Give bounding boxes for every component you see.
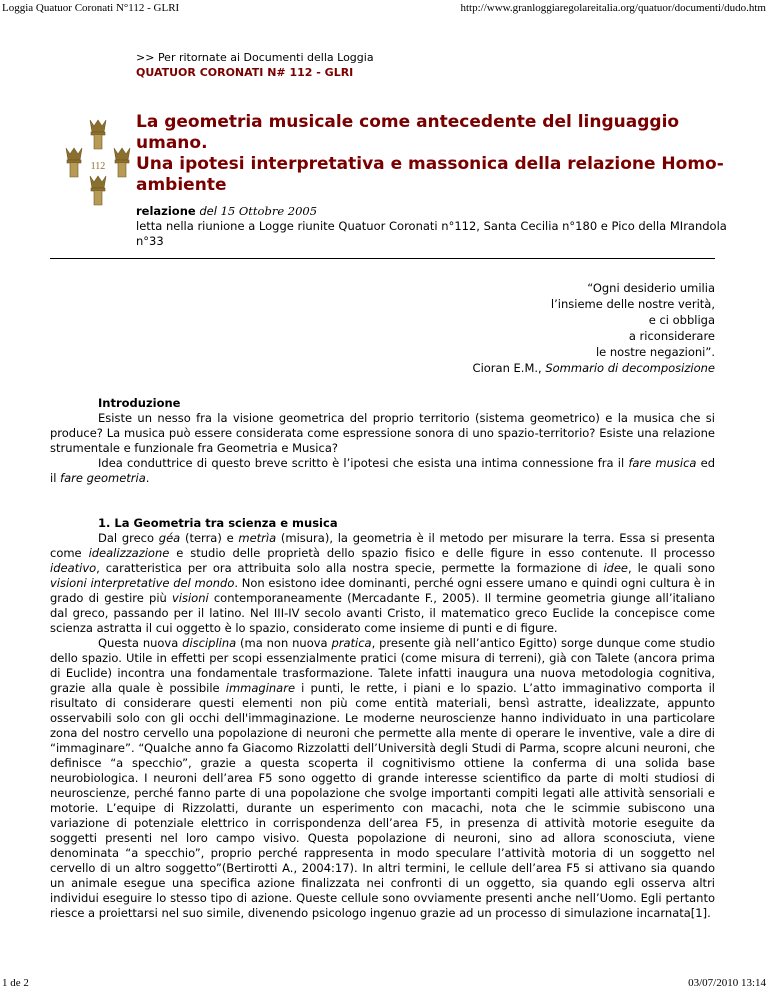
lodge-crowns-logo <box>60 112 136 212</box>
lecture-info <box>136 204 736 249</box>
section-1-paragraph-1 <box>50 531 715 636</box>
article-body <box>50 396 715 921</box>
emphasis-text: idee <box>603 561 629 575</box>
emphasis-text: metrìa <box>238 531 277 545</box>
print-footer-datetime: 03/07/2010 13:14 <box>688 977 766 989</box>
horizontal-divider <box>50 258 715 259</box>
print-header-title: Loggia Quatuor Coronati N°112 - GLRI <box>2 2 180 14</box>
print-footer <box>0 975 768 993</box>
intro-p2-emph: fare musica <box>628 456 697 470</box>
back-link-text[interactable]: Per ritornate ai Documenti della Loggia <box>157 51 374 64</box>
emphasis-text: géa <box>158 531 181 545</box>
emphasis-text: immaginare <box>225 681 296 695</box>
relazione-venue: letta nella riunione a Logge riunite Quatuor Coronati n°112, Santa Cecilia n°180 e Pico della MIrandola n°33 <box>136 219 727 248</box>
body-text: , considerato come insieme di punti e di figure. <box>285 621 558 635</box>
body-text: (misura), la geometria è il metodo per misurare la terra. Essa si presenta come <box>50 531 715 560</box>
crown-icon <box>90 120 106 149</box>
intro-paragraph-1: Esiste un nesso fra la visione geometrica del proprio territorio (sistema geometrico) e la musica che si produce? La musica può essere considerata come espressione sonora di uno spazio-territorio? Esiste una relazione strumentale e funzionale fra Geometria e Musica? <box>50 411 715 455</box>
logo-number: 112 <box>90 161 106 172</box>
body-text: e studio delle proprietà dello spazio fisico e delle figure in esso contenute. Il processo <box>169 546 715 560</box>
print-header-url: http://www.granloggiaregolareitalia.org/quatuor/documenti/dudo.htm <box>460 2 766 14</box>
emphasis-text: idealizzazione <box>88 546 170 560</box>
body-text: (ma non nuova <box>236 636 332 650</box>
quote-line: le nostre negazioni”. <box>595 345 715 359</box>
body-text: , le quali sono <box>628 561 715 575</box>
epigraph-quote <box>315 280 715 376</box>
print-header <box>0 0 768 18</box>
quote-author: Cioran E.M., <box>472 361 546 375</box>
relazione-date: 15 Ottobre 2005 <box>220 204 318 218</box>
relazione-del: del <box>199 204 217 218</box>
body-text: Dal greco <box>98 531 159 545</box>
back-to-documents-link[interactable] <box>136 51 374 64</box>
relazione-label: relazione <box>136 204 196 218</box>
emphasis-text: visioni interpretative del mondo <box>50 576 235 590</box>
body-text: , presente già nell’antico Egitto) sorge dunque come studio dello spazio. Utile in effetti per scopi essenzialmente pratici (come misura di terreni), già con Talete (ancora prima di Euclide) incontra una fondamentale trasformazione. Talete infatti inaugura una nuova metodologia cognitiva, grazie alla quale è possibile <box>50 636 716 695</box>
intro-paragraph-2 <box>50 456 715 486</box>
quote-line: “Ogni desiderio umilia <box>587 281 715 295</box>
crown-icon <box>114 148 130 177</box>
emphasis-text: disciplina <box>182 636 237 650</box>
section-1-heading: 1. La Geometria tra scienza e musica <box>98 516 338 530</box>
body-text: (terra) e <box>180 531 239 545</box>
quote-line: l’insieme delle nostre verità, <box>550 297 715 311</box>
intro-p2-emph: fare geometria <box>60 471 146 485</box>
page-title <box>136 112 736 196</box>
title-line-1: La geometria musicale come antecedente del linguaggio umano. <box>136 112 680 153</box>
intro-p2-text: Idea conduttrice di questo breve scritto è l’ipotesi che esista una intima connessione fra il <box>98 456 629 470</box>
inline-link[interactable]: spazio <box>249 621 286 635</box>
title-line-2: Una ipotesi interpretativa e massonica della relazione Homo-ambiente <box>136 154 724 195</box>
emphasis-text: pratica <box>331 636 372 650</box>
intro-heading: Introduzione <box>98 396 181 410</box>
emphasis-text: visioni <box>171 591 209 605</box>
page-content <box>0 18 768 955</box>
print-footer-page: 1 de 2 <box>2 977 29 989</box>
body-text: . Non esistono idee dominanti, perché ogni essere umano e quindi ogni cultura è in grado di gestire più <box>50 576 715 605</box>
section-gap <box>50 486 715 516</box>
quote-work: Sommario di decomposizione <box>545 361 715 375</box>
back-link-arrows: >> <box>136 51 158 64</box>
section-1-paragraph-2 <box>50 636 715 921</box>
body-text: Questa nuova <box>98 636 183 650</box>
crown-icon <box>66 148 82 177</box>
quote-attribution <box>315 360 715 376</box>
intro-p2-text: . <box>145 471 150 485</box>
quote-line: e ci obbliga <box>648 313 715 327</box>
lodge-name: QUATUOR CORONATI N# 112 - GLRI <box>136 66 354 79</box>
body-text: i punti, le rette, i piani e lo spazio. L’atto immaginativo comporta il risultato di considerare questi elementi non più come entità materiali, bensì astratte, idealizzate, appunto osservabili solo con gli occhi dell'immaginazione. Le moderne neuroscienze hanno individuato in una particolare zona del nostro cervello una popolazione di neuroni che permette alla mente di operare le inventive, vale a dire di “immaginare”. “Qualche anno fa Giacomo Rizzolatti dell’Università degli Studi di Parma, scopre alcuni neuroni, che definisce “a specchio”, grazie a questa scoperta il cognitivismo ottiene la conferma di una solida base neurobiologica. I neuroni dell’area F5 sono oggetto di grande interesse scientifico da parte di molti studiosi di neuroscienze, perché fanno parte di una popolazione che svolge importanti compiti legati alle attività sensoriali e motorie. L’equipe di Rizzolatti, durante un esperimento con macachi, nota che le scimmie subiscono una variazione di potenziale elettrico in corrispondenza dell’area F5, in presenza di attività motorie eseguite da soggetti presenti nel loro campo visivo. Questa popolazione di neuroni, sino ad allora sconosciuta, viene denominata “a specchio”, proprio perché rappresenta in modo speculare l’attività motoria di un soggetto nel cervello di un altro soggetto”(Bertirotti A., 2004:17). In altri termini, le cellule dell’area F5 si attivano sia quando un animale esegue una specifica azione finalizzata nei confronti di un oggetto, sia quando egli osserva altri individui eseguire lo stesso tipo di azione. Queste cellule sono ovviamente presenti anche nell’Uomo. Egli pertanto riesce a proiettarsi nel suo simile, divenendo psicologo ingenuo grazie ad un processo di simulazione incarnata[1]. <box>50 681 715 920</box>
emphasis-text: ideativo <box>50 561 97 575</box>
intro-p2-text: ed il <box>50 456 716 485</box>
body-text: , caratteristica per ora attribuita solo alla nostra specie, permette la formazione di <box>96 561 604 575</box>
crown-icon <box>90 176 106 205</box>
body-text: contemporaneamente (Mercadante F., 2005). Il termine geometria giunge all’italiano dal greco, passando per il latino. Nel III-IV secolo avanti Cristo, il matematico greco Euclide la concepisce come scienza astratta il cui oggetto è lo <box>50 591 715 635</box>
quote-line: a riconsiderare <box>628 329 715 343</box>
